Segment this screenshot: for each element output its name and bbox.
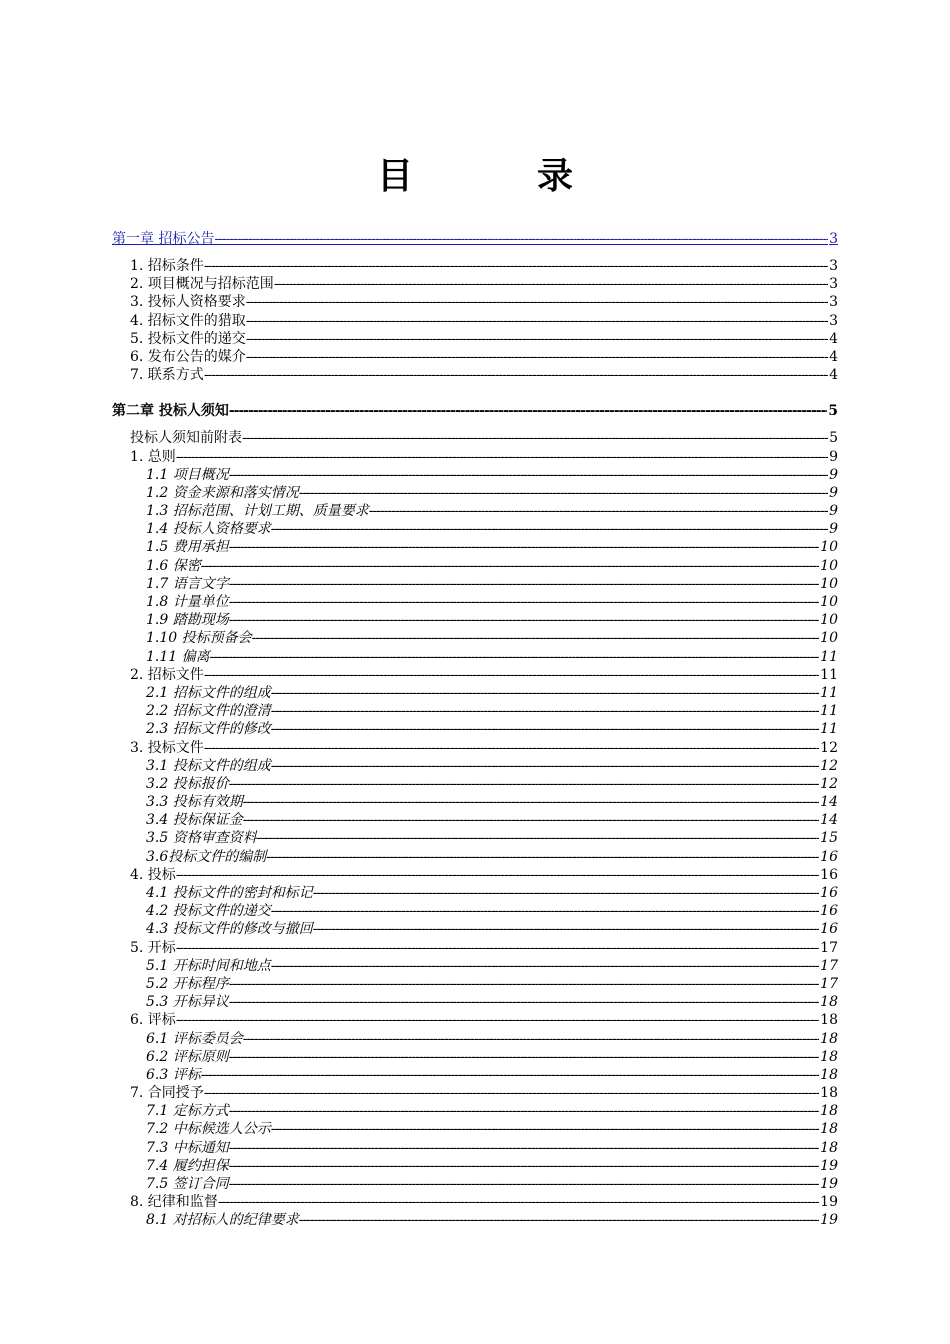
- toc-page-number: 9: [829, 448, 838, 465]
- toc-page-number: 18: [820, 1139, 838, 1156]
- toc-entry-title: 3.2 投标报价: [146, 775, 229, 792]
- toc-page-number: 9: [829, 503, 838, 520]
- toc-entry: [112, 575, 838, 593]
- toc-entry: [112, 502, 838, 520]
- toc-entry: [112, 593, 838, 611]
- toc-page-number: 11: [820, 721, 838, 738]
- toc-entry-title: 5. 投标文件的递交: [130, 330, 246, 347]
- toc-entry-title: 5.1 开标时间和地点: [146, 957, 271, 974]
- toc-dot-leader: [229, 1102, 819, 1120]
- toc-dot-leader: [210, 648, 820, 666]
- toc-entry: [112, 293, 838, 311]
- toc-entry-title: 8. 纪律和监督: [130, 1194, 218, 1211]
- toc-entry: [112, 884, 838, 902]
- toc-dot-leader: [204, 366, 828, 384]
- toc-spacer: [112, 421, 838, 429]
- toc-entry-title: 4.1 投标文件的密封和标记: [146, 885, 313, 901]
- toc-dot-leader: [229, 466, 828, 484]
- toc-dot-leader: [229, 975, 819, 993]
- toc-entry-title: 3. 投标人资格要求: [130, 294, 246, 311]
- toc-page-number: 16: [820, 921, 838, 938]
- toc-entry: [112, 1139, 838, 1157]
- toc-dot-leader: [266, 848, 819, 866]
- toc-entry-title: 2. 项目概况与招标范围: [130, 276, 274, 293]
- toc-chapter-entry: [112, 401, 838, 421]
- toc-dot-leader: [299, 1211, 819, 1229]
- toc-entry-title: 2. 招标文件: [130, 666, 204, 683]
- toc-entry-title: 2.1 招标文件的组成: [146, 684, 271, 701]
- toc-page-number: 16: [820, 866, 838, 883]
- toc-page-number: 12: [820, 775, 838, 792]
- toc-dot-leader: [242, 429, 828, 447]
- toc-entry: [112, 829, 838, 847]
- toc-dot-leader: [243, 793, 819, 811]
- toc-page-number: 9: [829, 521, 838, 538]
- toc-page-number: 12: [820, 757, 838, 774]
- toc-entry: [112, 1211, 838, 1229]
- toc-entry-title: 6.2 评标原则: [146, 1048, 229, 1065]
- toc-dot-leader: [204, 1084, 819, 1102]
- toc-entry-title: 7.4 履约担保: [146, 1157, 229, 1174]
- toc-entry-title: 2.3 招标文件的修改: [146, 721, 271, 738]
- toc-page-number: 17: [820, 957, 838, 974]
- toc-dot-leader: [176, 448, 828, 466]
- toc-entry: [112, 1030, 838, 1048]
- toc-entry-title: 投标人须知前附表: [130, 430, 242, 447]
- toc-page-number: 14: [820, 812, 838, 829]
- toc-entry: [112, 348, 838, 366]
- toc-dot-leader: [229, 1175, 819, 1193]
- toc-dot-leader: [176, 939, 819, 957]
- toc-entry: [112, 957, 838, 975]
- toc-page-number: 17: [820, 975, 838, 992]
- toc-dot-leader: [214, 229, 828, 249]
- toc-dot-leader: [176, 1011, 819, 1029]
- toc-page-number: 3: [829, 276, 838, 293]
- toc-entry-title: 1. 招标条件: [130, 258, 204, 274]
- toc-dot-leader: [229, 575, 819, 593]
- toc-entry-title: 3. 投标文件: [130, 739, 204, 756]
- toc-entry-title: 3.5 资格审查资料: [146, 830, 257, 847]
- toc-entry-title: 5.3 开标异议: [146, 994, 229, 1011]
- toc-entry: [112, 557, 838, 575]
- toc-dot-leader: [313, 884, 819, 902]
- toc-page-number: 16: [820, 885, 838, 901]
- toc-entry: [112, 920, 838, 938]
- toc-page-number: 5: [828, 403, 838, 420]
- toc-entry-title: 1.3 招标范围、计划工期、质量要求: [146, 503, 369, 520]
- toc-chapter-entry[interactable]: [112, 229, 838, 249]
- toc-entry-title: 6.3 评标: [146, 1066, 201, 1083]
- toc-page-number: 3: [829, 294, 838, 311]
- toc-entry: [112, 330, 838, 348]
- toc-entry-title: 3.1 投标文件的组成: [146, 757, 271, 774]
- toc-page-number: 19: [820, 1212, 838, 1229]
- toc-entry: [112, 520, 838, 538]
- toc-dot-leader: [271, 1120, 819, 1138]
- table-of-contents: [112, 229, 838, 1230]
- toc-entry: [112, 902, 838, 920]
- toc-page-number: 16: [820, 903, 838, 920]
- toc-entry: [112, 648, 838, 666]
- toc-dot-leader: [229, 538, 819, 556]
- toc-entry-title: 1.4 投标人资格要求: [146, 521, 271, 538]
- toc-entry-title: 3.3 投标有效期: [146, 794, 243, 811]
- toc-entry-title: 第一章 招标公告: [112, 231, 215, 247]
- toc-entry-title: 5.2 开标程序: [146, 975, 229, 992]
- toc-dot-leader: [229, 1157, 819, 1175]
- toc-entry: [112, 429, 838, 447]
- toc-dot-leader: [201, 557, 819, 575]
- toc-entry-title: 3.6投标文件的编制: [146, 848, 267, 865]
- toc-dot-leader: [229, 611, 819, 629]
- page-title: 目 录: [376, 155, 617, 197]
- toc-entry-title: 1.7 语言文字: [146, 575, 229, 592]
- toc-dot-leader: [257, 829, 819, 847]
- toc-entry-title: 7. 联系方式: [130, 367, 204, 384]
- toc-entry: [112, 611, 838, 629]
- toc-entry: [112, 666, 838, 684]
- toc-page-number: 10: [820, 557, 838, 574]
- toc-entry-title: 1.10 投标预备会: [146, 630, 252, 647]
- toc-entry-title: 6. 评标: [130, 1012, 176, 1029]
- toc-entry-title: 4.2 投标文件的递交: [146, 903, 271, 920]
- toc-page-number: 18: [820, 1012, 838, 1029]
- toc-dot-leader: [252, 629, 820, 647]
- toc-page-number: 18: [820, 1030, 838, 1047]
- toc-entry-title: 1.2 资金来源和落实情况: [146, 484, 299, 501]
- toc-page-number: 5: [829, 430, 838, 447]
- toc-entry: [112, 1157, 838, 1175]
- toc-page-number: 3: [829, 231, 838, 247]
- toc-entry-title: 7.3 中标通知: [146, 1139, 229, 1156]
- toc-entry: [112, 1102, 838, 1120]
- toc-entry: [112, 1048, 838, 1066]
- toc-entry-title: 2.2 招标文件的澄清: [146, 703, 271, 720]
- toc-page-number: 9: [829, 466, 838, 483]
- toc-entry-title: 1.9 踏勘现场: [146, 612, 229, 629]
- toc-dot-leader: [274, 275, 828, 293]
- toc-entry-title: 7. 合同授予: [130, 1085, 204, 1102]
- toc-entry: [112, 312, 838, 330]
- toc-dot-leader: [271, 957, 819, 975]
- toc-page-number: 18: [820, 1066, 838, 1083]
- toc-page-number: 18: [820, 1048, 838, 1065]
- toc-entry-title: 1.5 费用承担: [146, 539, 229, 556]
- toc-spacer: [112, 384, 838, 392]
- toc-entry-title: 1.6 保密: [146, 557, 201, 574]
- toc-entry: [112, 866, 838, 884]
- toc-page-number: 11: [820, 703, 838, 720]
- toc-dot-leader: [176, 866, 819, 884]
- toc-entry-title: 5. 开标: [130, 939, 176, 956]
- toc-entry-title: 1.1 项目概况: [146, 466, 229, 483]
- toc-entry: [112, 466, 838, 484]
- toc-spacer: [112, 249, 838, 257]
- toc-entry: [112, 629, 838, 647]
- toc-entry: [112, 1011, 838, 1029]
- toc-dot-leader: [271, 902, 819, 920]
- toc-page-number: 17: [820, 939, 838, 956]
- toc-page-number: 3: [829, 258, 838, 274]
- toc-entry: [112, 1193, 838, 1211]
- toc-entry: [112, 484, 838, 502]
- toc-dot-leader: [204, 257, 828, 275]
- toc-entry: [112, 939, 838, 957]
- toc-entry: [112, 1120, 838, 1138]
- toc-page-number: 10: [820, 612, 838, 629]
- toc-page-number: 19: [820, 1157, 838, 1174]
- toc-entry-title: 4.3 投标文件的修改与撤回: [146, 921, 313, 938]
- toc-entry-title: 1. 总则: [130, 448, 176, 465]
- toc-dot-leader: [243, 1030, 819, 1048]
- toc-entry: [112, 757, 838, 775]
- toc-page-number: 4: [829, 367, 838, 384]
- toc-entry-title: 7.2 中标候选人公示: [146, 1121, 271, 1138]
- toc-dot-leader: [271, 684, 819, 702]
- toc-entry: [112, 366, 838, 384]
- toc-page-number: 19: [820, 1194, 838, 1211]
- toc-dot-leader: [271, 520, 828, 538]
- toc-page-number: 19: [820, 1176, 838, 1192]
- toc-dot-leader: [204, 666, 819, 684]
- toc-entry: [112, 720, 838, 738]
- toc-entry-title: 7.5 签订合同: [146, 1176, 229, 1192]
- toc-page-number: 10: [820, 539, 838, 556]
- toc-page-number: 18: [820, 994, 838, 1011]
- toc-dot-leader: [299, 484, 828, 502]
- toc-page-number: 4: [829, 348, 838, 365]
- toc-dot-leader: [246, 330, 828, 348]
- toc-page-number: 18: [820, 1085, 838, 1102]
- toc-dot-leader: [201, 1066, 819, 1084]
- toc-entry: [112, 848, 838, 866]
- toc-entry-title: 4. 招标文件的猎取: [130, 312, 246, 329]
- toc-entry: [112, 793, 838, 811]
- toc-entry: [112, 775, 838, 793]
- toc-entry-title: 7.1 定标方式: [146, 1103, 229, 1120]
- toc-entry-title: 6. 发布公告的媒介: [130, 348, 246, 365]
- toc-entry: [112, 1175, 838, 1193]
- toc-entry: [112, 1066, 838, 1084]
- toc-dot-leader: [271, 702, 819, 720]
- toc-dot-leader: [243, 811, 819, 829]
- toc-dot-leader: [229, 993, 819, 1011]
- toc-dot-leader: [218, 1193, 819, 1211]
- toc-page-number: 3: [829, 312, 838, 329]
- toc-page-number: 18: [820, 1103, 838, 1120]
- toc-entry: [112, 975, 838, 993]
- toc-page-number: 11: [820, 684, 838, 701]
- toc-entry: [112, 993, 838, 1011]
- toc-page-number: 4: [829, 330, 838, 347]
- toc-dot-leader: [313, 920, 819, 938]
- toc-entry: [112, 684, 838, 702]
- toc-dot-leader: [271, 757, 819, 775]
- toc-entry-title: 4. 投标: [130, 866, 176, 883]
- toc-page-number: 11: [820, 648, 838, 665]
- toc-page-number: 9: [829, 484, 838, 501]
- toc-entry-title: 6.1 评标委员会: [146, 1030, 243, 1047]
- toc-dot-leader: [246, 348, 828, 366]
- toc-page-number: 16: [820, 848, 838, 865]
- toc-dot-leader: [369, 502, 828, 520]
- toc-page-number: 14: [820, 794, 838, 811]
- toc-dot-leader: [229, 593, 819, 611]
- toc-page-number: 10: [820, 630, 838, 647]
- toc-dot-leader: [229, 401, 827, 421]
- toc-entry: [112, 448, 838, 466]
- toc-page-number: 18: [820, 1121, 838, 1138]
- toc-dot-leader: [204, 739, 819, 757]
- toc-page-number: 10: [820, 594, 838, 610]
- toc-page-number: 12: [820, 739, 838, 756]
- toc-entry: [112, 702, 838, 720]
- toc-entry-title: 8.1 对招标人的纪律要求: [146, 1212, 299, 1229]
- toc-dot-leader: [246, 293, 828, 311]
- toc-entry: [112, 257, 838, 275]
- toc-entry-title: 3.4 投标保证金: [146, 812, 243, 829]
- toc-dot-leader: [246, 312, 828, 330]
- toc-entry: [112, 538, 838, 556]
- toc-entry-title: 1.11 偏离: [146, 648, 210, 665]
- toc-dot-leader: [229, 775, 819, 793]
- toc-page-number: 15: [820, 830, 838, 847]
- toc-entry: [112, 1084, 838, 1102]
- toc-dot-leader: [229, 1139, 819, 1157]
- toc-entry: [112, 275, 838, 293]
- toc-page-number: 11: [820, 666, 838, 683]
- toc-entry-title: 1.8 计量单位: [146, 594, 229, 610]
- toc-dot-leader: [229, 1048, 819, 1066]
- toc-entry: [112, 739, 838, 757]
- toc-page-number: 10: [820, 575, 838, 592]
- toc-entry: [112, 811, 838, 829]
- toc-entry-title: 第二章 投标人须知: [112, 403, 229, 420]
- toc-dot-leader: [271, 720, 819, 738]
